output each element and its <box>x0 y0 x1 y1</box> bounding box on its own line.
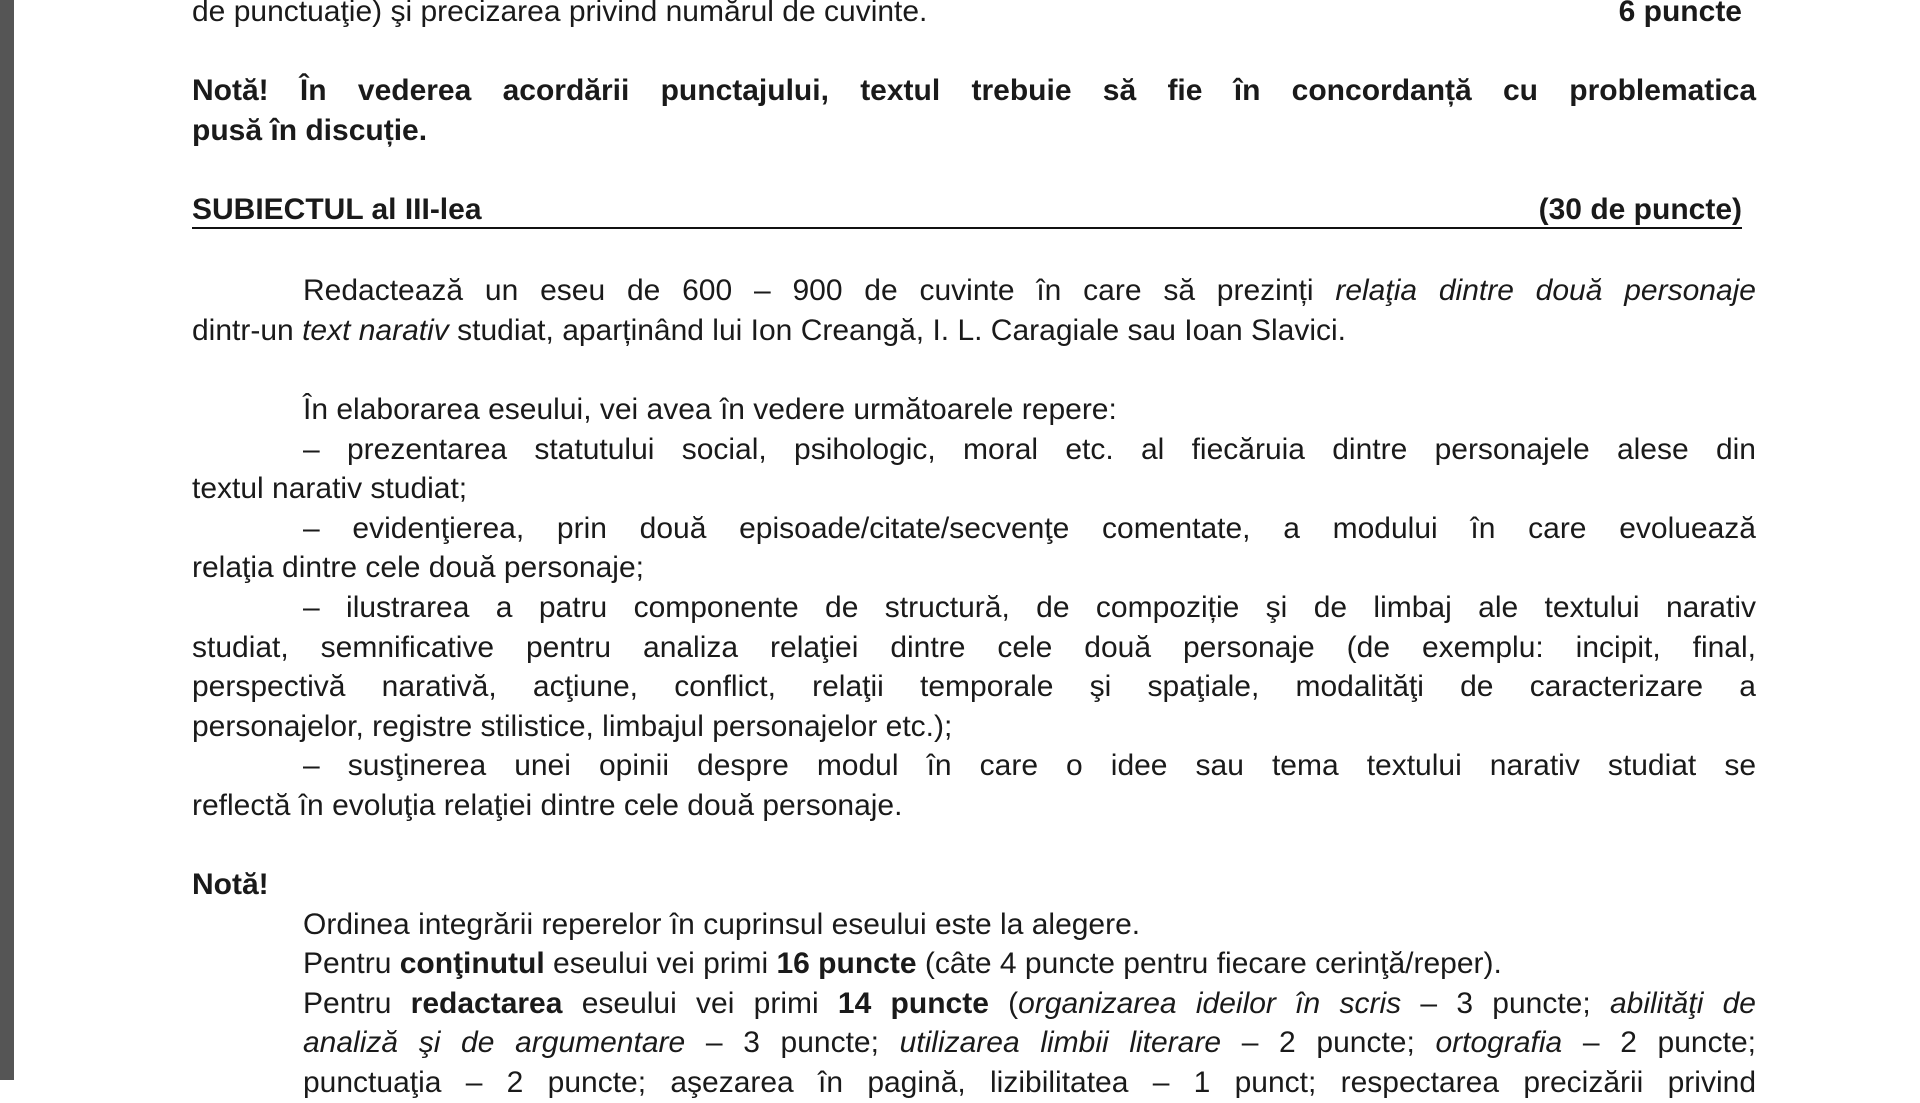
task-emphasis: text narativ <box>302 313 449 347</box>
guideline-item-1: – prezentarea statutului social, psihologic, moral etc. al fiecăruia dintre personajele alese din <box>303 432 1756 466</box>
note-text: eseului vei primi <box>562 986 838 1020</box>
note-text: – 2 puncte; <box>1562 1026 1756 1060</box>
guideline-item-3-cont: personajelor, registre stilistice, limbajul personajelor etc.); <box>192 709 953 743</box>
top-line <box>192 0 1756 32</box>
viewer-left-border <box>0 0 14 1080</box>
task-text: Redactează un eseu de 600 – 900 de cuvinte în care să prezinți <box>303 274 1336 308</box>
note-bold: conţinutul <box>399 947 545 981</box>
guideline-item-2-cont: relaţia dintre cele două personaje; <box>192 551 644 585</box>
note-text: eseului vei primi <box>544 947 777 981</box>
note-italic: abilităţi de <box>1609 986 1756 1020</box>
note-text: ( <box>988 986 1019 1020</box>
note-italic: analiză şi de argumentare <box>303 1026 686 1060</box>
guideline-item-3-cont: studiat, semnificative pentru analiza relaţiei dintre cele două personaje (de exemplu: incipit, final, <box>192 630 1756 664</box>
top-line-points: 6 puncte <box>1618 0 1742 28</box>
note-writing-scoring-2 <box>192 1023 1756 1063</box>
guidelines-intro: În elaborarea eseului, vei avea în vedere următoarele repere: <box>303 392 1117 426</box>
section-title: SUBIECTUL al III-lea <box>192 192 482 226</box>
note-text: – 2 puncte; <box>1221 1026 1436 1060</box>
note-title: Notă! <box>192 868 269 902</box>
note-text: – 3 puncte; <box>685 1026 900 1060</box>
note-order: Ordinea integrării reperelor în cuprinsul eseului este la alegere. <box>303 907 1141 941</box>
note-content-scoring <box>192 944 1756 984</box>
note-text: (câte 4 puncte pentru fiecare cerinţă/reper). <box>916 947 1502 981</box>
guideline-item-3: – ilustrarea a patru componente de structură, de compoziție şi de limbaj ale textului narativ <box>303 590 1756 624</box>
note-writing-scoring-3-partial: punctuaţia – 2 puncte; aşezarea în pagină, lizibilitatea – 1 punct; respectarea precizării privind <box>303 1066 1756 1100</box>
note-italic: organizarea ideilor în scris <box>1018 986 1402 1020</box>
note-writing-scoring <box>192 984 1756 1024</box>
note-bold-line-2: pusă în discuție. <box>192 113 428 147</box>
task-line-1 <box>192 271 1756 311</box>
guideline-item-3-cont: perspectivă narativă, acţiune, conflict, relaţii temporale şi spaţiale, modalităţi de caracterizare a <box>192 670 1756 704</box>
guideline-item-2: – evidenţierea, prin două episoade/citate/secvenţe comentate, a modului în care evoluează <box>303 511 1756 545</box>
section-points: (30 de puncte) <box>1538 192 1742 226</box>
note-text: Pentru <box>303 947 400 981</box>
guideline-item-1-cont: textul narativ studiat; <box>192 472 468 506</box>
task-emphasis: relaţia dintre două personaje <box>1335 274 1756 308</box>
note-text: – 3 puncte; <box>1401 986 1610 1020</box>
top-line-text: de punctuaţie) şi precizarea privind numărul de cuvinte. <box>192 0 928 28</box>
guideline-item-4: – susţinerea unei opinii despre modul în care o idee sau tema textului narativ studiat se <box>303 749 1756 783</box>
guideline-item-4-cont: reflectă în evoluţia relaţiei dintre cele două personaje. <box>192 788 903 822</box>
task-line-2 <box>192 311 1756 351</box>
note-italic: ortografia <box>1435 1026 1563 1060</box>
note-bold: redactarea <box>410 986 563 1020</box>
task-text: dintr-un <box>192 313 303 347</box>
document-page <box>192 0 1756 1103</box>
note-bold: 14 puncte <box>837 986 989 1020</box>
task-text: studiat, aparținând lui Ion Creangă, I. L. Caragiale sau Ioan Slavici. <box>448 313 1346 347</box>
note-text: Pentru <box>303 986 411 1020</box>
note-italic: utilizarea limbii literare <box>899 1026 1222 1060</box>
note-bold-line-1: Notă! În vederea acordării punctajului, textul trebuie să fie în concordanță cu problematica <box>192 74 1756 108</box>
note-bold: 16 puncte <box>776 947 917 981</box>
section-heading <box>192 190 1742 229</box>
